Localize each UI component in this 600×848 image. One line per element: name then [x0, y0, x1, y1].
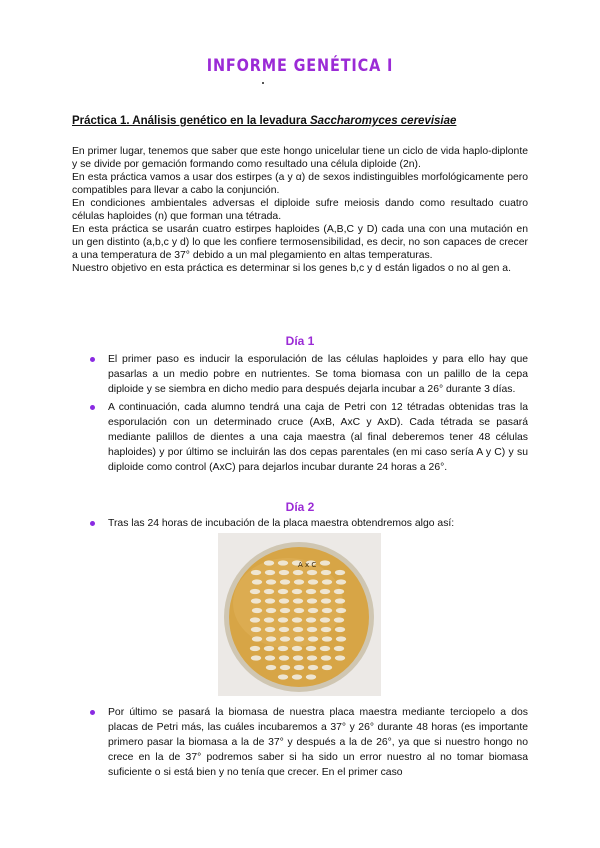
yeast-colony [280, 579, 290, 584]
yeast-colony [251, 627, 261, 632]
yeast-colony [322, 636, 332, 641]
yeast-colony [252, 608, 262, 613]
yeast-colony [266, 665, 276, 670]
yeast-colony [265, 627, 275, 632]
yeast-colony [335, 655, 345, 660]
yeast-colony [265, 655, 275, 660]
yeast-colony [280, 665, 290, 670]
yeast-colony [278, 560, 288, 565]
intro-paragraph: En esta práctica se usarán cuatro estirpes haploides (A,B,C y D) cada una con una mutación en un gen distinto (a,b,c y d) lo que les confiere termosensibilidad, es decir, no son capaces de crecer a una temperatura de 37° debido a un mal plegamiento en altas temperaturas. [72, 224, 528, 261]
yeast-colony [307, 598, 317, 603]
yeast-colony [322, 665, 332, 670]
yeast-colony [250, 589, 260, 594]
list-item [90, 705, 528, 780]
yeast-colony [308, 579, 318, 584]
yeast-colony [278, 589, 288, 594]
yeast-colony [307, 570, 317, 575]
plate-label: A x C [298, 561, 317, 569]
yeast-colony [265, 570, 275, 575]
yeast-colony [320, 646, 330, 651]
bullet-icon [90, 710, 95, 715]
yeast-colony [293, 598, 303, 603]
list-item [90, 352, 528, 397]
intro-paragraph: En primer lugar, tenemos que saber que este hongo unicelular tiene un ciclo de vida haplo-diplonte y se divide por gemación formando como resultado una célula diploide (2n). [72, 146, 528, 170]
intro-text [72, 145, 528, 275]
yeast-colony [251, 570, 261, 575]
yeast-colony [292, 617, 302, 622]
day-1-heading: Día 1 [285, 334, 315, 348]
yeast-colony [264, 560, 274, 565]
yeast-colony [264, 589, 274, 594]
yeast-colony [292, 589, 302, 594]
yeast-colony [279, 655, 289, 660]
list-item [90, 516, 528, 531]
yeast-colony [308, 665, 318, 670]
list-item-text: El primer paso es inducir la esporulación de las células haploides y para ello hay que pasarlas a un medio pobre en nutrientes. Se toma biomasa con un palillo de la cepa diploide y se siembra en dicho medio para después dejarla incubar a 26° durante 3 días. [108, 354, 528, 395]
yeast-colony [279, 570, 289, 575]
yeast-colony [307, 627, 317, 632]
yeast-colony [265, 598, 275, 603]
yeast-colony [308, 636, 318, 641]
species-name: Saccharomyces cerevisiae [310, 115, 457, 127]
intro-paragraph: En esta práctica vamos a usar dos estirpes (a y α) de sexos indistinguibles morfológicamente pero compatibles para llevar a cabo la conjunción. [72, 172, 528, 196]
yeast-colony [334, 646, 344, 651]
bullet-icon [90, 405, 95, 410]
day-2-list-a [90, 516, 528, 534]
stray-mark [262, 82, 264, 84]
yeast-colony [280, 636, 290, 641]
yeast-colony [306, 617, 316, 622]
yeast-colony [264, 617, 274, 622]
yeast-colony [280, 608, 290, 613]
yeast-colony [320, 589, 330, 594]
yeast-colony [252, 636, 262, 641]
yeast-colony [320, 617, 330, 622]
yeast-colony [266, 608, 276, 613]
yeast-colony [250, 617, 260, 622]
yeast-colony [266, 579, 276, 584]
yeast-colony [334, 617, 344, 622]
intro-paragraph: Nuestro objetivo en esta práctica es determinar si los genes b,c y d están ligados o no al gen a. [72, 263, 511, 274]
yeast-colony [308, 608, 318, 613]
yeast-colony [335, 627, 345, 632]
yeast-colony [335, 598, 345, 603]
list-item-text: Por último se pasará la biomasa de nuestra placa maestra mediante terciopelo a dos placas de Petri más, las cuáles incubaremos a 37° y 26° durante 48 horas (es importante primero pasar la biomasa a la de 37° y después a la de 26°, ya que si nuestro hongo no crece en la de 37° podremos saber si ha sido un error nuestro al no tomar biomasa suficiente o si está bien y no tenía que crecer. En el primer caso [108, 707, 528, 778]
yeast-colony [292, 674, 302, 679]
yeast-colony [335, 570, 345, 575]
yeast-colony [293, 570, 303, 575]
yeast-colony [279, 627, 289, 632]
yeast-colony [278, 674, 288, 679]
list-item [90, 400, 528, 475]
list-item-text: Tras las 24 horas de incubación de la placa maestra obtendremos algo así: [108, 518, 455, 529]
petri-dish-photo [218, 533, 381, 696]
yeast-colony [321, 627, 331, 632]
yeast-colony [279, 598, 289, 603]
yeast-colony [334, 589, 344, 594]
day-1-list [90, 352, 528, 478]
yeast-colony [294, 665, 304, 670]
yeast-colony [278, 646, 288, 651]
list-item-text: A continuación, cada alumno tendrá una caja de Petri con 12 tétradas obtenidas tras la esporulación con un determinado cruce (AxB, AxC y AxD). Cada tétrada se pasará mediante palillos de dientes a una caja maestra (al final deberemos tener 48 células haploides) y por último se incluirán las dos cepas parentales (en mi caso sería A y C) y su diploide como control (AxC) para dejarlos incubar durante 24 horas a 26°. [108, 402, 528, 473]
yeast-colony [321, 570, 331, 575]
yeast-colony [306, 589, 316, 594]
yeast-colony [294, 579, 304, 584]
yeast-colony [320, 560, 330, 565]
yeast-colony [306, 674, 316, 679]
document-title: INFORME GENÉTICA I [206, 56, 394, 76]
yeast-colony [251, 598, 261, 603]
yeast-colony [321, 655, 331, 660]
yeast-colony [336, 579, 346, 584]
yeast-colony [306, 646, 316, 651]
yeast-colony [336, 608, 346, 613]
yeast-colony [264, 646, 274, 651]
yeast-colony [293, 655, 303, 660]
yeast-colony [250, 646, 260, 651]
yeast-colony [321, 598, 331, 603]
yeast-colony [278, 617, 288, 622]
yeast-colony [293, 627, 303, 632]
yeast-colony [336, 636, 346, 641]
day-2-heading: Día 2 [285, 500, 315, 514]
yeast-colony [251, 655, 261, 660]
bullet-icon [90, 357, 95, 362]
day-2-list-b [90, 705, 528, 783]
section-heading-text: Práctica 1. Análisis genético en la levadura [72, 115, 310, 127]
yeast-colony [266, 636, 276, 641]
yeast-colony [292, 646, 302, 651]
yeast-colony [322, 579, 332, 584]
intro-paragraph: En condiciones ambientales adversas el diploide sufre meiosis dando como resultado cuatro células haploides (n) que forman una tétrada. [72, 198, 528, 222]
yeast-colony [294, 636, 304, 641]
section-heading [72, 115, 542, 127]
yeast-colony [252, 579, 262, 584]
bullet-icon [90, 521, 95, 526]
yeast-colony [322, 608, 332, 613]
yeast-colony [294, 608, 304, 613]
yeast-colony [307, 655, 317, 660]
